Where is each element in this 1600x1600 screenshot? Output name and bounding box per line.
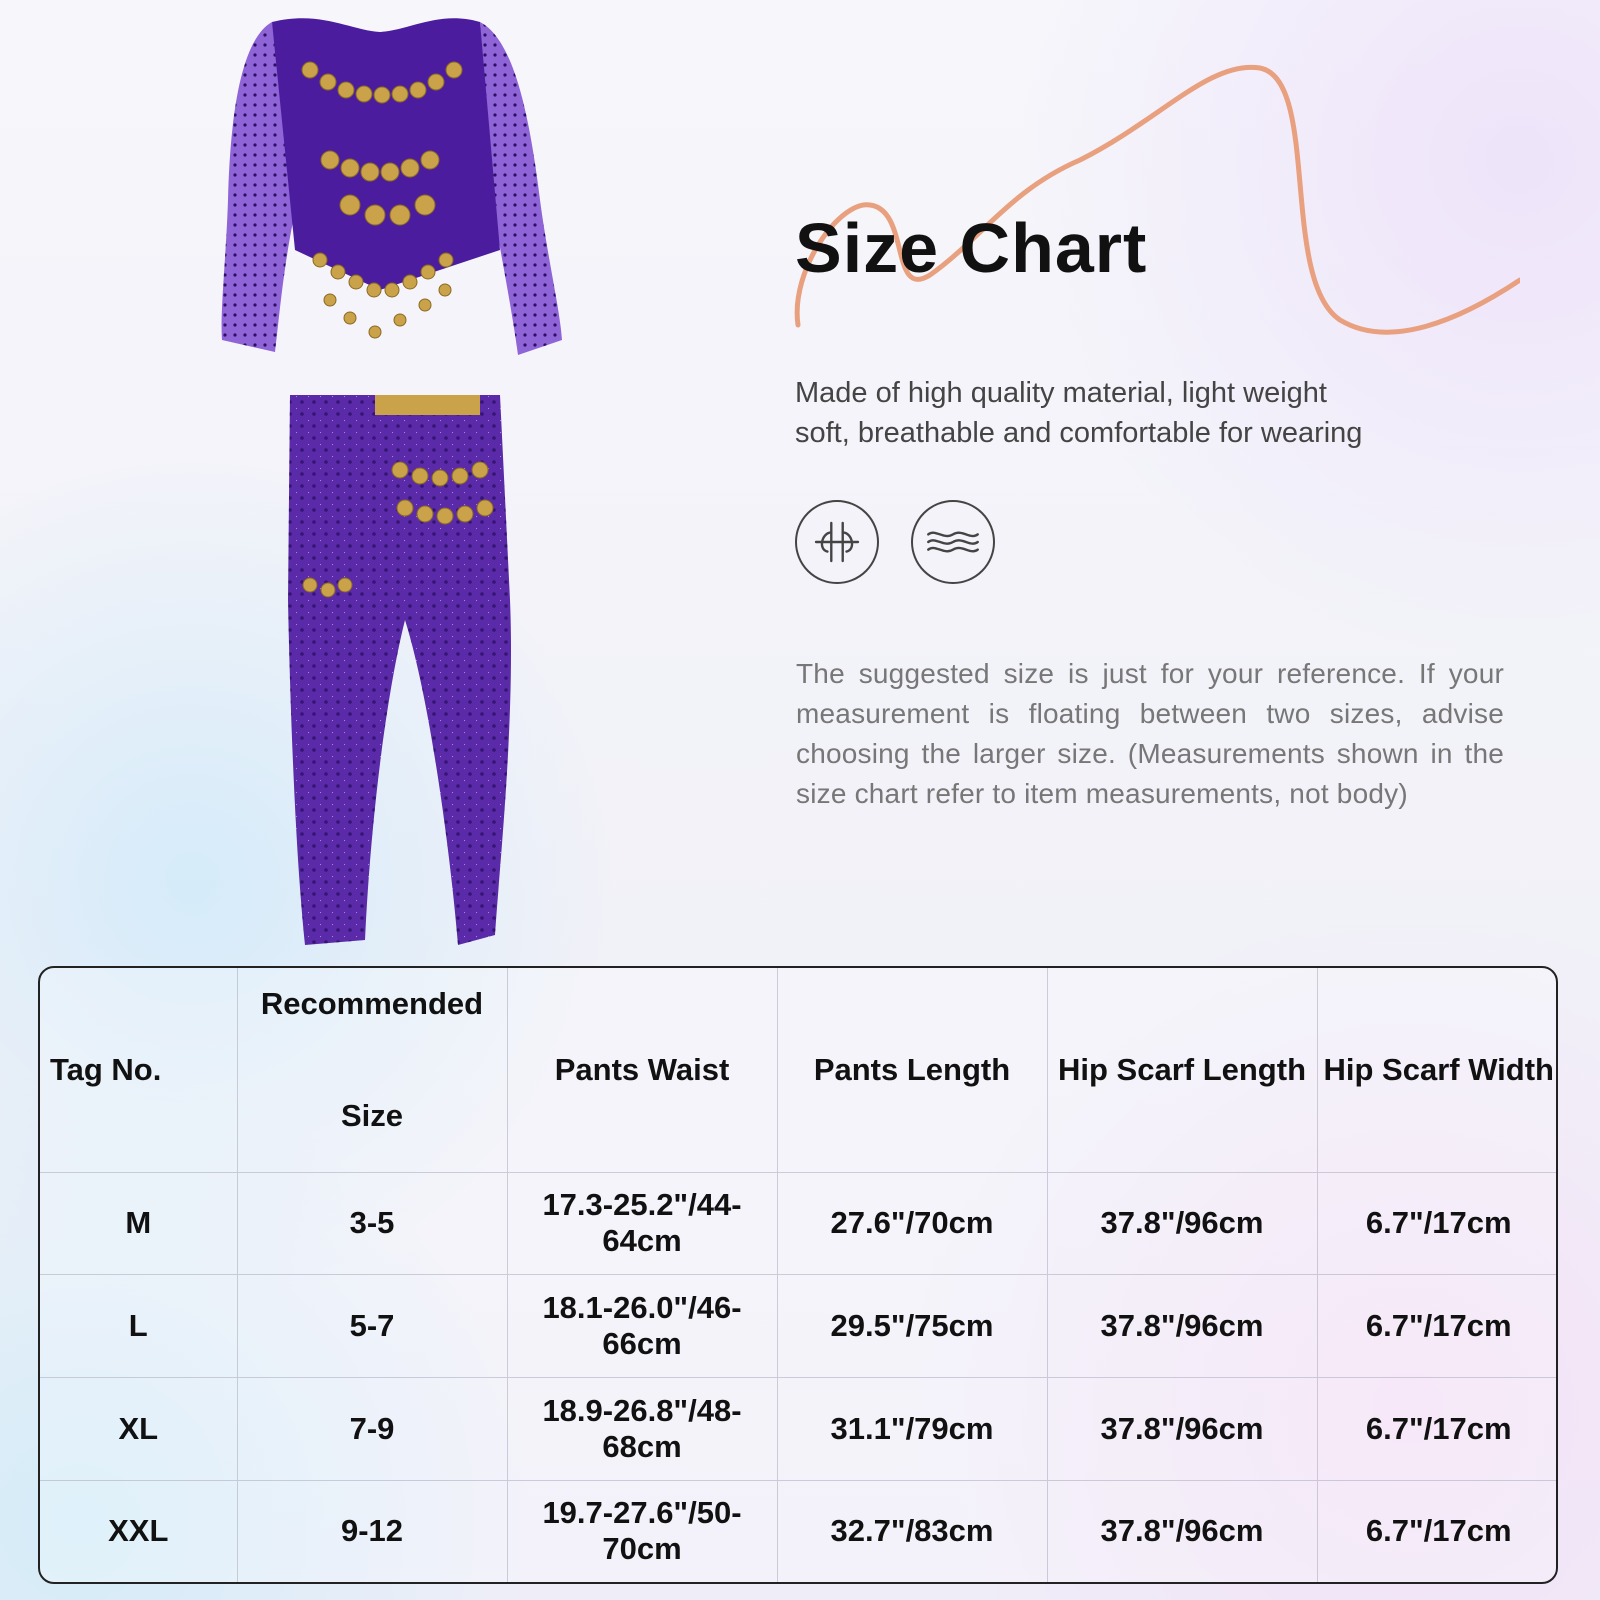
size-note: The suggested size is just for your reference. If your measurement is floating between two sizes, advise choosing the larger size. (Measurements shown in the size chart refer to item measurements, not body)	[796, 658, 1504, 809]
table-row	[40, 1377, 1558, 1480]
cell-waist: 19.7-27.6"/50-70cm	[507, 1480, 777, 1582]
cell-waist: 18.9-26.8"/48-68cm	[507, 1377, 777, 1480]
cell-tag: XXL	[40, 1480, 237, 1582]
size-chart-table	[38, 966, 1558, 1584]
header-recommended-size	[237, 968, 507, 1172]
cell-size: 7-9	[237, 1377, 507, 1480]
costume-product-image	[200, 0, 600, 960]
cell-size: 3-5	[237, 1172, 507, 1275]
cell-length: 31.1"/79cm	[777, 1377, 1047, 1480]
description-line-2: soft, breathable and comfortable for wearing	[795, 417, 1363, 449]
costume-pants	[288, 395, 511, 945]
header-pants-waist: Pants Waist	[507, 968, 777, 1172]
table-header-row	[40, 968, 1558, 1172]
cell-tag: L	[40, 1275, 237, 1378]
cell-scarf-width: 6.7"/17cm	[1317, 1172, 1558, 1275]
cell-scarf-length: 37.8"/96cm	[1047, 1377, 1317, 1480]
cell-scarf-length: 37.8"/96cm	[1047, 1275, 1317, 1378]
costume-top	[222, 18, 562, 355]
cell-scarf-length: 37.8"/96cm	[1047, 1172, 1317, 1275]
cell-scarf-width: 6.7"/17cm	[1317, 1377, 1558, 1480]
cell-tag: XL	[40, 1377, 237, 1480]
table-row	[40, 1275, 1558, 1378]
header-tag-no: Tag No.	[50, 1051, 162, 1087]
header-recommended-line: Recommended	[260, 986, 484, 1021]
cell-size: 9-12	[237, 1480, 507, 1582]
cell-scarf-width: 6.7"/17cm	[1317, 1480, 1558, 1582]
header-size-line: Size	[340, 1097, 404, 1133]
cell-waist: 18.1-26.0"/46-66cm	[507, 1275, 777, 1378]
table-row	[40, 1480, 1558, 1582]
header-pants-length: Pants Length	[777, 968, 1047, 1172]
product-description	[795, 373, 1435, 453]
description-line-1: Made of high quality material, light weight	[795, 377, 1327, 409]
table-row	[40, 1172, 1558, 1275]
cell-length: 32.7"/83cm	[777, 1480, 1047, 1582]
cell-scarf-width: 6.7"/17cm	[1317, 1275, 1558, 1378]
breathable-wave-icon	[911, 500, 995, 584]
decorative-squiggle	[780, 50, 1520, 350]
stretch-fabric-icon	[795, 500, 879, 584]
cell-tag: M	[40, 1172, 237, 1275]
cell-length: 29.5"/75cm	[777, 1275, 1047, 1378]
cell-length: 27.6"/70cm	[777, 1172, 1047, 1275]
cell-size: 5-7	[237, 1275, 507, 1378]
cell-waist: 17.3-25.2"/44-64cm	[507, 1172, 777, 1275]
page-title: Size Chart	[795, 209, 1148, 287]
header-hip-scarf-length: Hip Scarf Length	[1047, 968, 1317, 1172]
cell-scarf-length: 37.8"/96cm	[1047, 1480, 1317, 1582]
header-hip-scarf-width: Hip Scarf Width	[1317, 968, 1558, 1172]
